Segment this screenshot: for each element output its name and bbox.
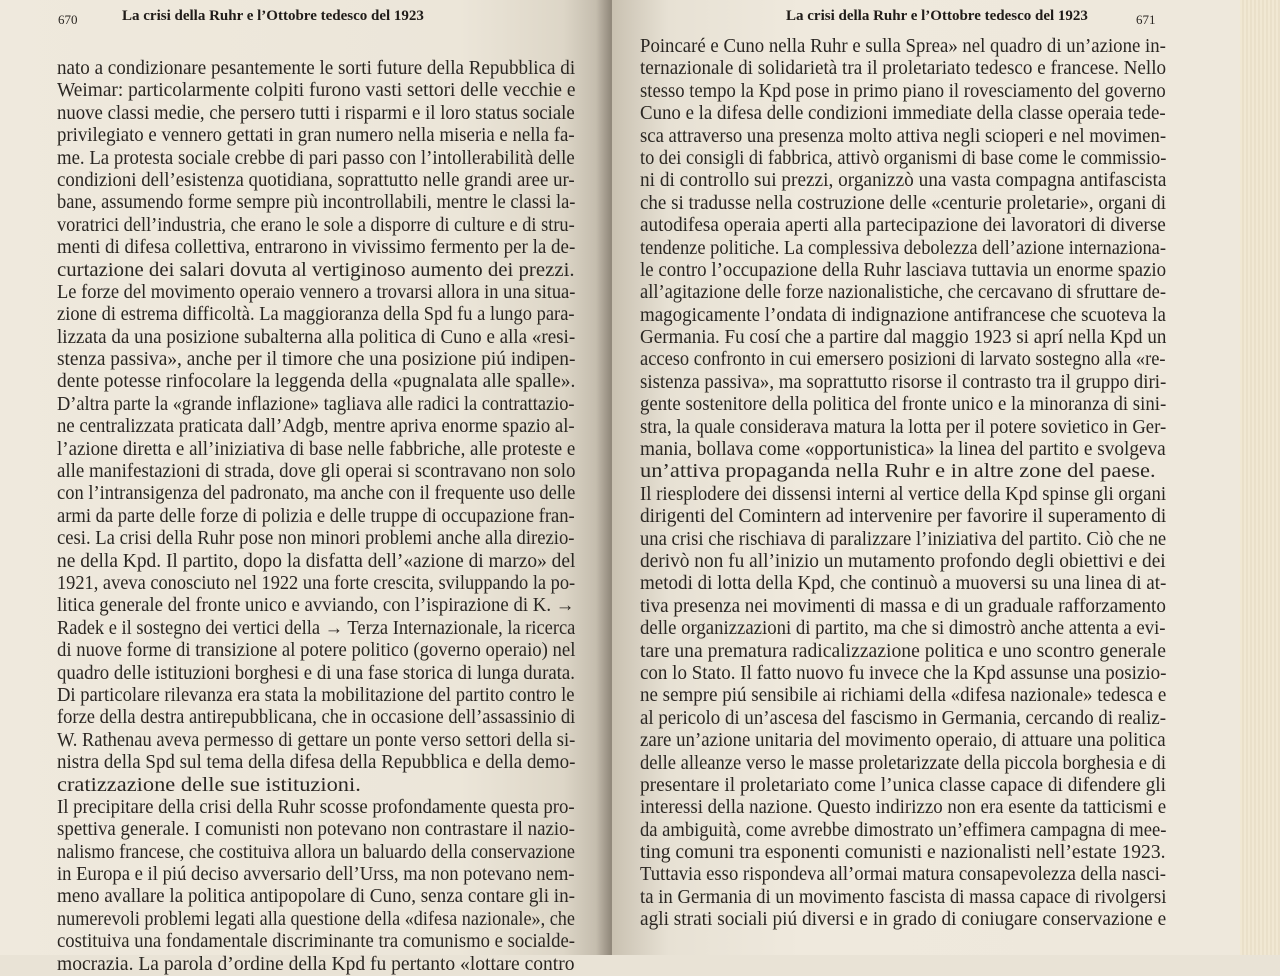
text-line: in Europa e il piú deciso avversario dell’Urss, ma non potevano nem- — [57, 864, 575, 886]
text-line: Tuttavia esso rispondeva all’ormai matura consapevolezza della nasci- — [640, 864, 1166, 886]
text-line: Cuno e la difesa delle condizioni immediate della classe operaia tede- — [640, 103, 1166, 125]
text-line: privilegiato e vennero gettati in gran numero nella miseria e nella fa- — [57, 125, 575, 147]
text-line: stesso tempo la Kpd pose in primo piano il rovesciamento del governo — [640, 80, 1166, 102]
text-line: Le forze del movimento operaio vennero a trovarsi allora in una situa- — [57, 281, 576, 303]
text-line: bane, assumendo forme sempre più incontrollabili, mentre le classi la- — [57, 192, 576, 214]
text-line: D’altra parte la «grande inflazione» tagliava alle radici la contrattazio- — [57, 393, 575, 415]
left-running-head: La crisi della Ruhr e l’Ottobre tedesco del 1923 — [122, 8, 424, 24]
text-line: con l’intransigenza del padronato, ma anche con il frequente uso delle — [57, 483, 576, 505]
text-line: armi da parte delle forze di polizia e delle truppe di occupazione fran- — [57, 505, 575, 527]
text-line: cesi. La crisi della Ruhr pose non minori problemi anche alla direzio- — [57, 528, 575, 550]
text-line: ternazionale di solidarietà tra il proletariato tedesco e francese. Nello — [640, 58, 1167, 80]
text-line: ting comuni tra esponenti comunisti e nazionalisti nell’estate 1923. — [640, 842, 1166, 864]
text-line: metodi di lotta della Kpd, che continuò a muoversi su una linea di at- — [640, 573, 1167, 595]
text-line: ne centralizzata praticata dall’Adgb, mentre apriva enorme spazio al- — [57, 416, 575, 438]
text-line: Il riesplodere dei dissensi interni al vertice della Kpd spinse gli organi — [640, 483, 1167, 505]
text-line: stenza passiva», anche per il timore che una posizione piú indipen- — [57, 349, 576, 371]
left-body-text — [57, 58, 577, 976]
text-line: con lo Stato. Il fatto nuovo fu invece che la Kpd assunse una posizio- — [640, 662, 1167, 684]
text-line: gente sostenitore della politica del fronte unico e la minoranza di sini- — [640, 394, 1167, 416]
text-line: sca attraverso una presenza molto attiva negli scioperi e nel movimen- — [640, 125, 1167, 147]
text-line: ta in Germania di un movimento fascista di massa capace di rivolgersi — [640, 886, 1167, 908]
text-line: agli strati sociali piú diversi e in grado di coniugare conservazione e — [640, 909, 1167, 931]
text-line: cratizzazione delle sue istituzioni. — [57, 774, 361, 796]
left-page — [0, 0, 612, 975]
left-page-number: 670 — [58, 12, 78, 27]
text-line: curtazione dei salari dovuta al vertiginoso aumento dei prezzi. — [57, 259, 575, 281]
text-line: di nuove forme di transizione al potere politico (governo operaio) nel — [57, 640, 576, 662]
text-line: all’agitazione delle forze nazionalistiche, che cercavano di sfruttare de- — [640, 282, 1166, 304]
text-line: derivò non fu all’inizio un mutamento profondo degli obiettivi e dei — [640, 550, 1166, 572]
text-line: Radek e il sostegno dei vertici della → Terza Internazionale, la ricerca — [57, 617, 576, 639]
text-line: Germania. Fu cosí che a partire dal maggio 1923 si aprí nella Kpd un — [640, 327, 1167, 349]
text-line: mania, bollava come «opportunistica» la linea del partito e svolgeva — [640, 439, 1166, 461]
text-line: meno avallare la politica antipopolare di Cuno, senza contare gli in- — [57, 886, 576, 908]
text-line: Weimar: particolarmente colpiti furono vasti settori delle vecchie e — [57, 80, 576, 102]
text-line: una crisi che rischiava di paralizzare l’iniziativa del partito. Ciò che ne — [640, 528, 1167, 550]
text-line: autodifesa operaia aperti alla partecipazione dei lavoratori di diverse — [640, 215, 1166, 237]
text-line: nalismo francese, che costituiva allora un baluardo della conservazione — [57, 841, 575, 863]
text-line: spettiva generale. I comunisti non potevano non contrastare il nazio- — [57, 819, 575, 841]
text-line: alle manifestazioni di strada, dove gli operai si scontravano non solo — [57, 461, 576, 483]
text-line: numerevoli problemi legati alla questione della «difesa nazionale», che — [57, 908, 575, 930]
text-line: 1921, aveva conosciuto nel 1922 una forte crescita, sviluppando la po- — [57, 572, 576, 594]
text-line: dirigenti del Comintern ad intervenire per favorire il superamento di — [640, 506, 1167, 528]
text-line: delle alleanze verso le masse proletarizzate della piccola borghesia e di — [640, 752, 1167, 774]
text-line: W. Rathenau aveva permesso di gettare un ponte verso settori della si- — [57, 729, 576, 751]
text-line: Poincaré e Cuno nella Ruhr e sulla Sprea» nel quadro di un’azione in- — [640, 36, 1166, 57]
right-body-text — [640, 36, 1168, 932]
text-line: le contro l’occupazione della Ruhr lasciava tuttavia un enorme spazio — [640, 259, 1167, 281]
text-line: ne della Kpd. Il partito, dopo la disfatta dell’«azione di marzo» del — [57, 550, 576, 572]
text-line: sistenza passiva», ma soprattutto risorse il contrasto tra il gruppo diri- — [640, 371, 1167, 393]
text-line: litica generale del fronte unico e avviando, con l’ispirazione di K. → — [57, 595, 575, 617]
text-line: costituiva una fondamentale discriminante tra comunismo e socialde- — [57, 931, 575, 953]
text-line: Il precipitare della crisi della Ruhr scosse profondamente questa pro- — [57, 796, 575, 818]
text-line: menti di difesa collettiva, entrarono in vivissimo fermento per la de- — [57, 237, 576, 259]
text-line: stra, la quale considerava matura la lotta per il potere sovietico in Ger- — [640, 416, 1167, 438]
text-line: da ambiguità, come avrebbe dimostrato un’effimera campagna di mee- — [640, 819, 1167, 841]
text-line: tiva presenza nei movimenti di massa e di un graduale rafforzamento — [640, 595, 1166, 617]
text-line: che si tradusse nella costruzione delle «centurie proletarie», organi di — [640, 192, 1167, 214]
text-line: magogicamente l’ondata di indignazione antifrancese che scuoteva la — [640, 304, 1166, 326]
text-line: to dei consigli di fabbrica, attivò organismi di base come le commissio- — [640, 147, 1167, 169]
right-page-number: 671 — [1136, 12, 1156, 27]
text-line: tendenze politiche. La complessiva debolezza dell’azione internaziona- — [640, 237, 1167, 259]
page-edges — [1240, 0, 1280, 955]
text-line: nuove classi medie, che persero tutti i risparmi e il loro status sociale — [57, 102, 575, 124]
text-line: dente potesse rinfocolare la leggenda della «pugnalata alle spalle». — [57, 371, 576, 393]
text-line: delle organizzazioni di partito, ma che si dimostrò anche attenta a evi- — [640, 618, 1166, 640]
right-page — [612, 0, 1240, 955]
text-line: Di particolare rilevanza era stata la mobilitazione del partito contro le — [57, 684, 575, 706]
text-line: nistra della Spd sul tema della difesa della Repubblica e della demo- — [57, 752, 576, 774]
text-line: lizzata da una posizione subalterna alla politica di Cuno e alla «resi- — [57, 326, 576, 348]
text-line: un’attiva propaganda nella Ruhr e in altre zone del paese. — [640, 461, 1156, 483]
text-line: mocrazia. La parola d’ordine della Kpd fu pertanto «lottare contro — [57, 953, 575, 975]
text-line: interessi della nazione. Questo indirizzo non era esente da tatticismi e — [640, 797, 1167, 819]
text-line: forze della destra antirepubblicana, che in occasione dell’assassinio di — [57, 707, 576, 729]
right-running-head: La crisi della Ruhr e l’Ottobre tedesco del 1923 — [786, 8, 1088, 24]
text-line: zare un’azione unitaria del movimento operaio, di attuare una politica — [640, 730, 1166, 752]
text-line: presentare il proletariato come l’unica classe capace di difendere gli — [640, 774, 1167, 796]
text-line: quadro delle istituzioni borghesi e di una fase storica di lunga durata. — [57, 662, 575, 684]
text-line: l’azione diretta e all’iniziativa di base nelle fabbriche, alle proteste e — [57, 438, 576, 460]
text-line: acceso confronto in cui emersero posizioni di larvato sostegno alla «re- — [640, 349, 1166, 371]
text-line: zione di estrema difficoltà. La maggioranza della Spd fu a lungo para- — [57, 304, 575, 326]
text-line: me. La protesta sociale crebbe di pari passo con l’intollerabilità delle — [57, 147, 575, 169]
text-line: voratrici dell’industria, che erano le sole a disporre di culture e di stru- — [57, 214, 575, 236]
text-line: condizioni dell’esistenza quotidiana, soprattutto nelle grandi aree ur- — [57, 169, 575, 191]
text-line: ni di controllo sui prezzi, organizzò una vasta compagna antifascista — [640, 170, 1167, 192]
text-line: ne sempre piú sensibile ai richiami della «difesa nazionale» tedesca e — [640, 685, 1167, 707]
text-line: nato a condizionare pesantemente le sorti future della Repubblica di — [57, 58, 576, 79]
text-line: tare una prematura radicalizzazione politica e uno scontro generale — [640, 640, 1166, 662]
text-line: al pericolo di un’ascesa del fascismo in Germania, cercando di realiz- — [640, 707, 1167, 729]
